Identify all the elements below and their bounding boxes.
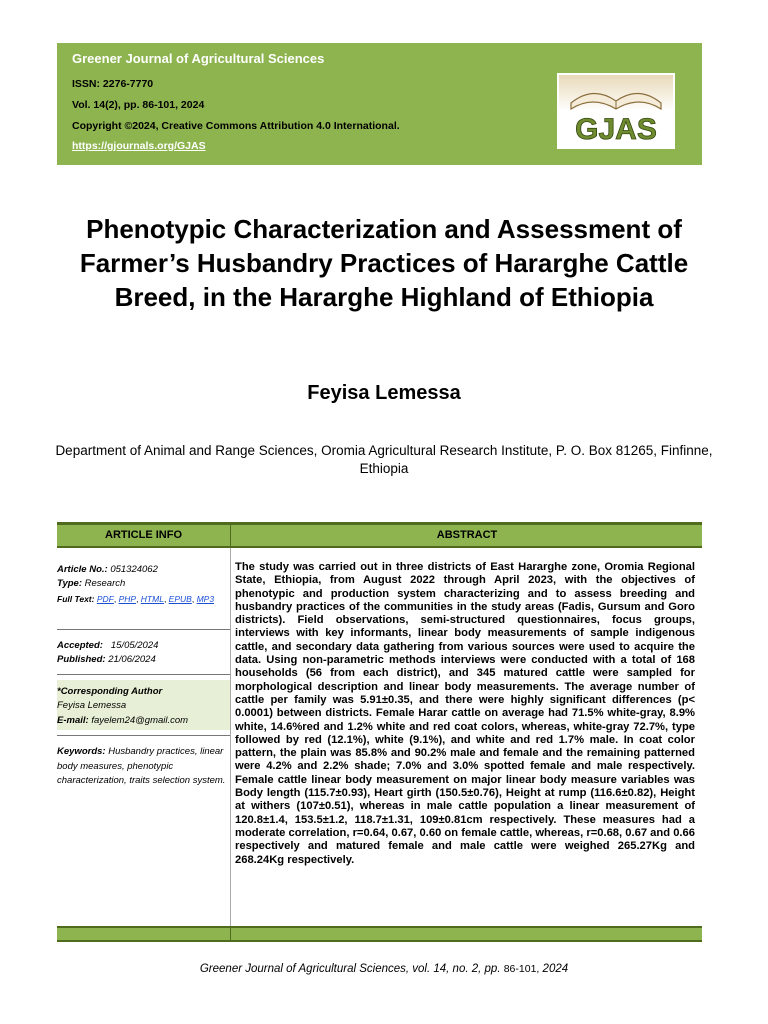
article-number-row: [57, 563, 230, 577]
full-text-row: Full Text: PDF, PHP, HTML, EPUB, MP3: [57, 594, 215, 604]
html-link[interactable]: HTML: [140, 594, 164, 604]
article-type: Research: [84, 578, 126, 589]
article-number: 051324062: [110, 564, 158, 575]
journal-header-band: [57, 43, 702, 165]
published-row: [57, 653, 230, 667]
abstract-text: The study was carried out in three districts of East Hararghe zone, Oromia Regional State, Ethiopia, from August 2022 through April 2023, with the objectives of phenotypic and production system characterizing and to assess breeding and husbandry practices of the communities in the study areas (Fadis, Gursum and Goro districts). Field observations, semi-structured questionnaires, focus groups, interviews with key informants, linear body measurements of sample indigenous cattle, and secondary data gathering from various sources were used to acquire the data. Using non-parametric methods interviews were conducted with a total of 168 households (56 from each district), and 345 matured cattle were sampled for morphological description and linear body measurements. The average number of cattle per family was 5.91±0.35, and there were highly significant differences (p< 0.0001) between districts. Female Harar cattle on average had 71.5% white-gray, 8.9% white, 14.6%red and 1.2% white and red coat colors, whereas, white-gray 72.7%, type followed by red (12.1%), white (9.1%), and white and red 1.7% male. In coat color pattern, the plain was 85.8% and 90.2% male and female and the remaining patterned were 4.2% and 2.2% shade; 7.0% and 3.0% spotted female and male respectively. Female cattle linear body measurement on major linear body measure variables was Body length (115.7±0.93), Heart girth (150.5±0.76), Height at rump (116.6±0.82), Height at withers (107±0.51), whereas in male cattle population a linear measurement of 120.8±1.4, 153.5±1.2, 118.7±1.31, 109±0.81cm respectively. These measures had a moderate correlation, r=0.64, 0.67, 0.60 on female cattle, whereas, r=0.68, 0.67 and 0.66 respectively and matured female and male cattle were weighed 265.27Kg and 268.24Kg respectively.: [235, 561, 695, 866]
page-footer-citation: [0, 963, 768, 975]
info-separator: [57, 674, 230, 675]
epub-link[interactable]: EPUB: [168, 594, 192, 604]
published-label: Published:: [57, 654, 106, 665]
accepted-label: Accepted:: [57, 640, 103, 651]
gjas-logo: [557, 73, 675, 149]
accepted-date: 15/05/2024: [110, 640, 159, 651]
article-type-row: [57, 577, 230, 591]
pdf-link[interactable]: PDF: [96, 594, 114, 604]
journal-link[interactable]: https://gjournals.org/GJAS: [72, 140, 206, 152]
php-link[interactable]: PHP: [118, 594, 137, 604]
citation-pages: 86-101,: [503, 963, 540, 975]
issn: ISSN: 2276-7770: [72, 78, 154, 90]
corresponding-name: Feyisa Lemessa: [57, 700, 127, 711]
corresponding-label: *Corresponding Author: [57, 686, 163, 697]
keywords-block: [57, 745, 230, 789]
citation-text: Greener Journal of Agricultural Sciences, vol. 14, no. 2, pp.: [199, 963, 501, 975]
footer-divider: [230, 928, 231, 940]
table-footer-band: [57, 926, 702, 942]
published-date: 21/06/2024: [108, 654, 156, 665]
info-separator: [57, 735, 230, 736]
keywords: Husbandry practices, linear body measures, phenotypic characterization, traits selection system.: [57, 746, 226, 786]
email-label: E-mail:: [57, 715, 89, 726]
paper-title: Phenotypic Characterization and Assessment of Farmer’s Husbandry Practices of Hararghe Cattle Breed, in the Hararghe Highland of Ethiopia: [79, 214, 689, 312]
accepted-row: [57, 639, 230, 653]
keywords-label: Keywords:: [57, 746, 106, 757]
mp3-link[interactable]: MP3: [196, 594, 215, 604]
table-heading-row: [57, 525, 702, 546]
article-info-heading: ARTICLE INFO: [105, 529, 182, 541]
abstract-heading: ABSTRACT: [230, 525, 703, 546]
author-affiliation: Department of Animal and Range Sciences, Oromia Agricultural Research Institute, P. O. Box 81265, Finfinne, Ethiopia: [55, 443, 713, 476]
copyright: Copyright ©2024, Creative Commons Attribution 4.0 International.: [72, 120, 400, 132]
svg-text:GJAS: GJAS: [575, 113, 657, 146]
volume-info: Vol. 14(2), pp. 86-101, 2024: [72, 99, 205, 111]
journal-name: Greener Journal of Agricultural Sciences: [72, 51, 325, 66]
email-row: [57, 714, 230, 728]
email-address[interactable]: fayelem24@gmail.com: [91, 715, 189, 726]
info-separator: [57, 629, 230, 630]
full-text-label: Full Text:: [57, 594, 95, 604]
citation-year: 2024: [542, 963, 569, 975]
article-type-label: Type:: [57, 578, 82, 589]
article-number-label: Article No.:: [57, 564, 108, 575]
table-heading-rule: [57, 546, 702, 548]
column-divider: [230, 548, 231, 928]
author-name: Feyisa Lemessa: [307, 382, 461, 404]
